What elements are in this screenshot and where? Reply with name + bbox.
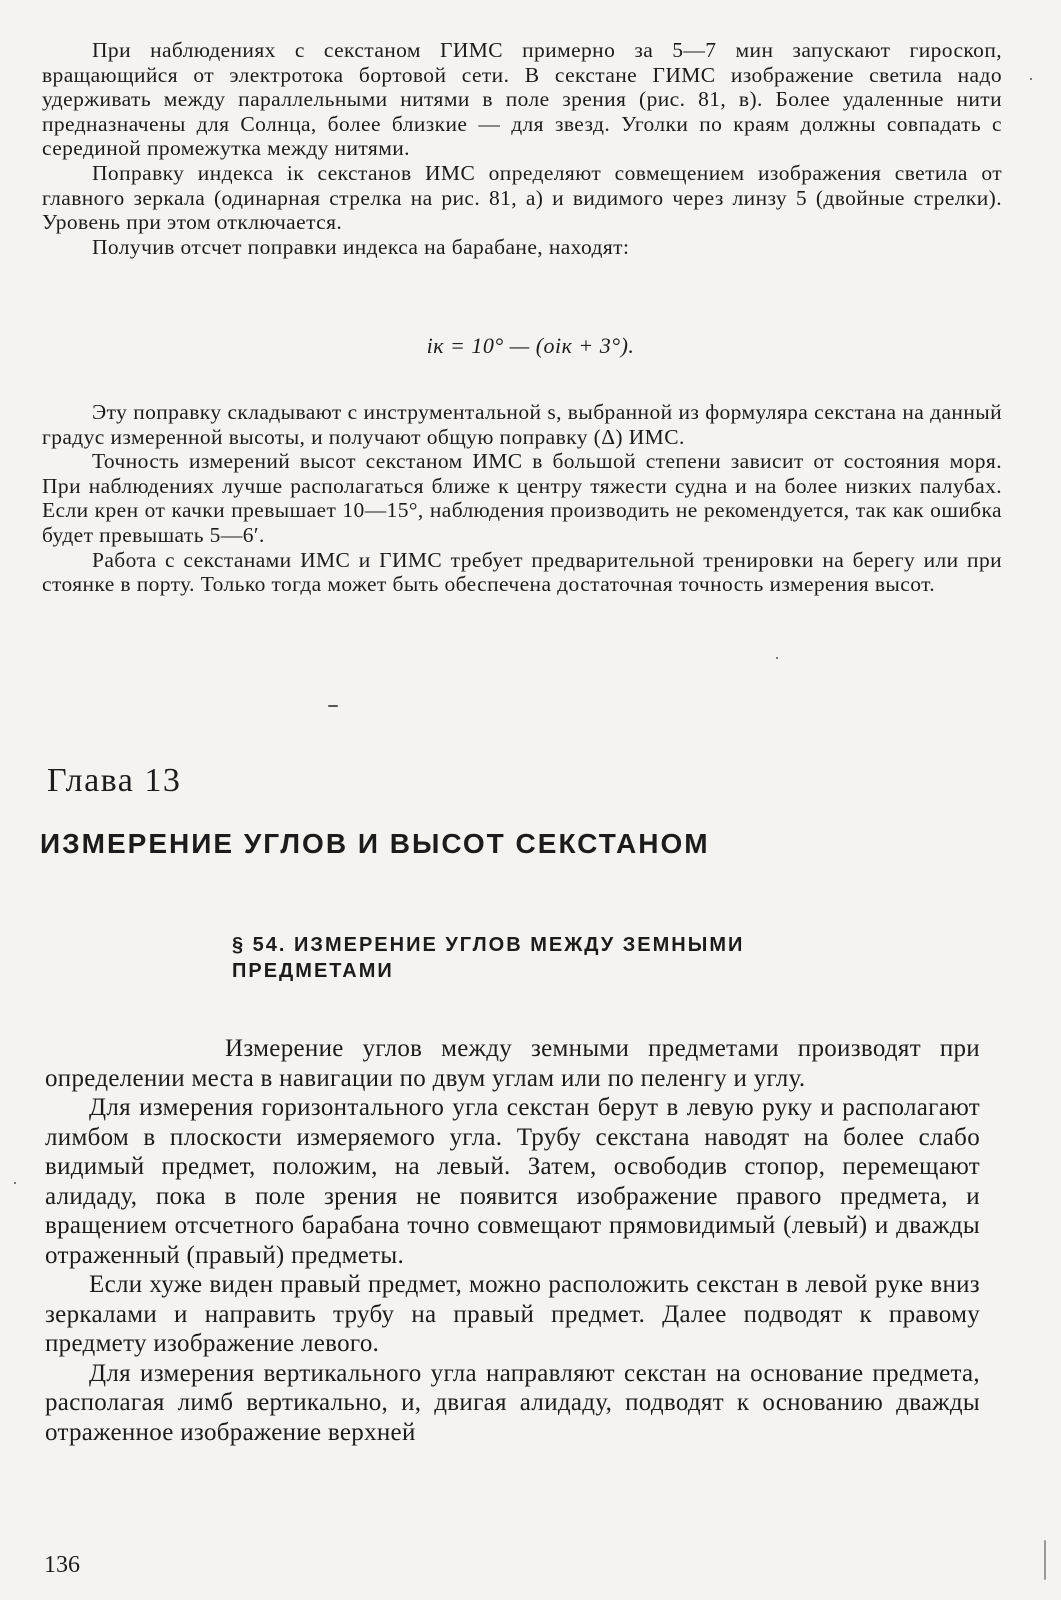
paragraph-intro: Измерение углов между земными предметами производят при определении места в навигации по двум углам или по пеленгу и углу. (45, 1035, 980, 1092)
top-text-block (42, 38, 1002, 259)
mid-text-block (42, 400, 1002, 597)
paragraph-index-correction: Поправку индекса iк секстанов ИМС определяют совмещением изображения светила от главного зеркала (одинарная стрелка на рис. 81, а) и видимого через линзу 5 (двойные стрелки). Уровень при этом отключается. (42, 160, 1002, 235)
scan-speck (1030, 78, 1032, 80)
chapter-title: ИЗМЕРЕНИЕ УГЛОВ И ВЫСОТ СЕКСТАНОМ (40, 828, 710, 859)
scan-speck (328, 705, 338, 707)
chapter-label: Глава 13 (47, 762, 182, 799)
paragraph-total-correction: Эту поправку складывают с инструментальной s, выбранной из формуляра секстана на данный градус измеренной высоты, и получают общую поправку (Δ) ИМС. (42, 400, 1002, 449)
paragraph-accuracy: Точность измерений высот секстаном ИМС в большой степени зависит от состояния моря. При наблюдениях лучше располагаться ближе к центру тяжести судна и на более низких палубах. Если крен от качки превышает 10—15°, наблюдения производить не рекомендуется, так как ошибка будет превышать 5—6′. (42, 449, 1002, 547)
paragraph-drum-reading: Получив отсчет поправки индекса на барабане, находят: (92, 234, 630, 259)
paragraph-vertical-angle: Для измерения вертикального угла направляют секстан на основание предмета, располагая лимб вертикально, и, двигая алидаду, подводят к основанию дважды отраженное изображение верхней (45, 1359, 980, 1446)
paragraph-training: Работа с секстанами ИМС и ГИМС требует предварительной тренировки на берегу или при стоянке в порту. Только тогда может быть обеспечена достаточная точность измерения высот. (42, 547, 1002, 597)
page-number: 136 (44, 1552, 80, 1578)
paragraph-gims-gyroscope: При наблюдениях с секстаном ГИМС примерно за 5—7 мин запускают гироскоп, вращающийся от электротока бортовой сети. В секстане ГИМС изображение светила надо удерживать между параллельными нитями в поле зрения (рис. 81, в). Более удаленные нити предназначены для Солнца, более близкие — для звезд. Уголки по краям должны совпадать с серединой промежутка между нитями. (42, 38, 1002, 161)
paragraph-horizontal-angle: Для измерения горизонтального угла секстан берут в левую руку и располагают лимбом в плоскости измеряемого угла. Трубу секстана наводят на более слабо видимый предмет, положим, на левый. Затем, освободив стопор, перемещают алидаду, пока в поле зрения не появится изображение правого предмета, и вращением отсчетного барабана точно совмещают прямовидимый (левый) и дважды отраженный (правый) предметы. (45, 1094, 980, 1269)
section-body (45, 1034, 980, 1447)
scan-speck (1044, 1540, 1046, 1580)
scan-speck (776, 657, 778, 659)
scan-speck (14, 1182, 16, 1184)
paragraph-right-object: Если хуже виден правый предмет, можно расположить секстан в левой руке вниз зеркалами и направить трубу на правый предмет. Далее подводят к правому предмету изображение левого. (45, 1271, 980, 1357)
index-correction-formula: iк = 10° — (oiк + 3°). (426, 333, 635, 358)
section-title: § 54. ИЗМЕРЕНИЕ УГЛОВ МЕЖДУ ЗЕМНЫМИ ПРЕДМЕТАМИ (232, 934, 745, 982)
